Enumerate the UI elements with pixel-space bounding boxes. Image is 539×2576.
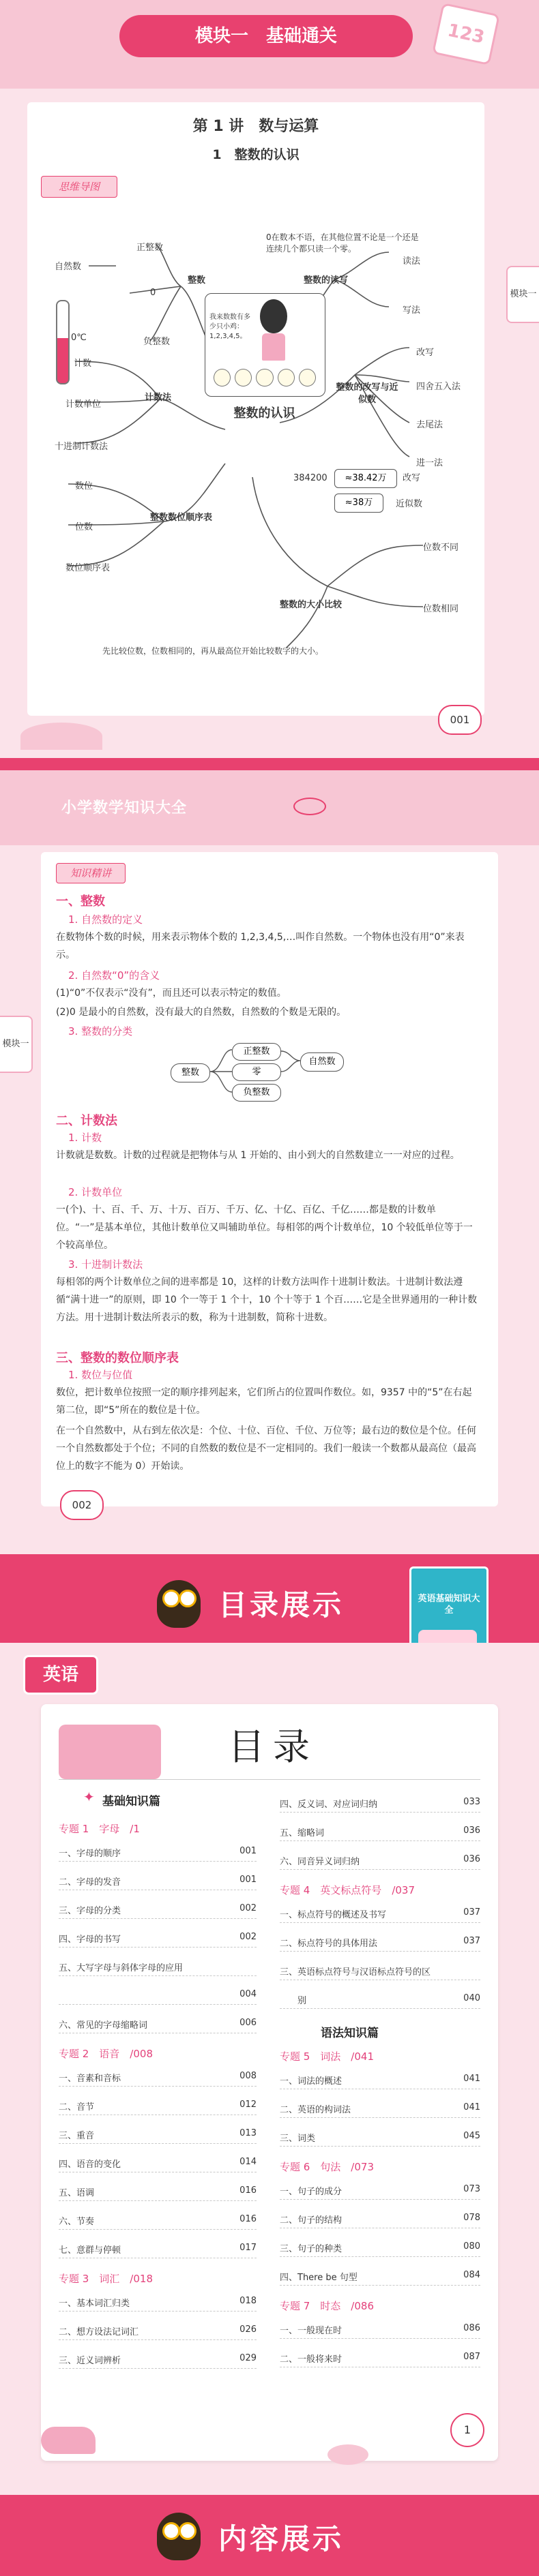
sec3-1-text-2: 在一个自然数中，从右到左依次是：个位、十位、百位、千位、万位等；最右边的数位是个位。任何一个自然数都处于个位；不同的自然数的数位是不一定相同的。我们一般读一个数都从最高位（最高位上的数字不能为 0）开始读。 bbox=[56, 1425, 476, 1472]
toc-topic: 专题 6 句法 /073 bbox=[280, 2161, 374, 2173]
toc-entry-title: 六、同音异义词归纳 bbox=[280, 1857, 360, 1867]
toc-entry-title: 三、重音 bbox=[59, 2131, 95, 2141]
knowledge-label: 知识精讲 bbox=[56, 863, 126, 883]
toc-entry-title: 一、字母的顺序 bbox=[59, 1849, 121, 1859]
toc-entry-title: 三、近义词辨析 bbox=[59, 2356, 121, 2366]
toc-entry-title: 二、音节 bbox=[59, 2102, 95, 2112]
toc-entry-title: 三、英语标点符号与汉语标点符号的区 bbox=[280, 1967, 431, 1978]
toc-entry-page: 016 bbox=[239, 2185, 257, 2196]
module-title: 模块一 基础通关 bbox=[194, 26, 337, 46]
toc-entry-title: 四、There be 句型 bbox=[280, 2273, 358, 2283]
top-note: 0在数本不语，在其他位置不论是一个还是连续几个都只读一个零。 bbox=[266, 232, 419, 254]
mm-example-b: ≈38万 bbox=[334, 494, 383, 513]
toc-entry-title: 二、句子的结构 bbox=[280, 2215, 343, 2226]
page2-side-tab-label: 模块一 bbox=[2, 1039, 29, 1049]
toc-entry-title: 一、标点符号的概述及书写 bbox=[280, 1910, 387, 1920]
toc-entry-title: 六、常见的字母缩略词 bbox=[59, 2020, 148, 2031]
cls-neg: 负整数 bbox=[232, 1084, 281, 1102]
toc-entry[interactable] bbox=[280, 2237, 480, 2257]
mm-ceil: 进一法 bbox=[416, 458, 443, 468]
toc-entry-title: 二、字母的发音 bbox=[59, 1877, 121, 1888]
page2-number: 002 bbox=[60, 1490, 104, 1520]
sec1-title: 一、整数 bbox=[56, 894, 105, 909]
part1-title: 基础知识篇 bbox=[102, 1795, 160, 1808]
center-title: 整数的认识 bbox=[233, 406, 295, 421]
mm-decimal: 十进制计数法 bbox=[55, 442, 108, 452]
toc-entry-page: 037 bbox=[463, 1907, 480, 1918]
toc-entry[interactable] bbox=[280, 1903, 480, 1923]
toc-entry[interactable] bbox=[280, 2319, 480, 2339]
cls-nat: 自然数 bbox=[300, 1052, 344, 1072]
page2-brand: 小学数学知识大全 bbox=[61, 800, 188, 817]
page1-number: 001 bbox=[438, 705, 482, 735]
toc-entry-page: 084 bbox=[463, 2270, 480, 2280]
thermometer-icon bbox=[56, 300, 70, 384]
toc-entry-page: 016 bbox=[239, 2214, 257, 2224]
cls-zero: 零 bbox=[232, 1063, 281, 1081]
toc-entry-title: 一、音素和音标 bbox=[59, 2074, 121, 2084]
sec2-2-title: 2. 计数单位 bbox=[68, 1186, 123, 1198]
sec2-3-text: 每相邻的两个计数单位之间的进率都是 10，这样的计数方法叫作十进制计数法。十进制计数法遵循“满十进一”的原则，即 10 个一等于 1 个十，10 个十等于 1 个百……它是全世界通用的一种计数方法。用十进制计数法所表示的数，称为十进制数，简称十进数。 bbox=[56, 1277, 478, 1323]
toc-entry[interactable] bbox=[280, 1960, 480, 1980]
toc-entry-page: 041 bbox=[463, 2102, 480, 2112]
toc-entry[interactable] bbox=[59, 2095, 257, 2115]
toc-topic: 专题 2 语音 /008 bbox=[59, 2048, 153, 2060]
toc-entry[interactable] bbox=[280, 2098, 480, 2118]
toc-entry-page: 073 bbox=[463, 2184, 480, 2194]
toc-heading: 目录 bbox=[228, 1725, 318, 1768]
toc-entry[interactable] bbox=[59, 2181, 257, 2201]
toc-entry[interactable] bbox=[59, 1870, 257, 1890]
toc-entry-title: 二、一般将来时 bbox=[280, 2354, 343, 2365]
sec2-1-text: 计数就是数数。计数的过程就是把物体与从 1 开始的、由小到大的自然数建立一一对应的过程。 bbox=[56, 1150, 460, 1161]
toc-entry[interactable] bbox=[59, 1928, 257, 1948]
mm-rewrite: 整数的改写与近似数 bbox=[336, 382, 398, 405]
module-title-banner bbox=[119, 15, 413, 57]
center-illustration bbox=[205, 293, 325, 397]
toc-entry-page: 040 bbox=[463, 1993, 480, 2003]
toc-entry-title: 三、词类 bbox=[280, 2134, 316, 2144]
toc-entry-title: 别 bbox=[280, 1996, 307, 2006]
mm-read: 读法 bbox=[403, 256, 421, 267]
mm-natural: 自然数 bbox=[55, 262, 82, 272]
toc-entry-title: 一、句子的成分 bbox=[280, 2187, 343, 2197]
catalog-banner bbox=[0, 1561, 539, 1643]
sec1-2-title: 2. 自然数“0”的含义 bbox=[68, 969, 160, 982]
toc-entry-title: 一、基本词汇归类 bbox=[59, 2299, 130, 2309]
toc-entry-page: 033 bbox=[463, 1797, 480, 1807]
toc-divider bbox=[59, 1779, 480, 1780]
toc-entry[interactable] bbox=[59, 2320, 257, 2340]
toc-entry[interactable] bbox=[280, 2070, 480, 2089]
toc-entry[interactable] bbox=[59, 1985, 257, 2005]
toc-entry[interactable] bbox=[59, 2124, 257, 2144]
mm-integer: 整数 bbox=[188, 275, 206, 286]
content-banner-title: 内容展示 bbox=[218, 2522, 345, 2556]
mm-digit: 数位 bbox=[75, 481, 93, 491]
mm-zero: 0 bbox=[150, 288, 156, 298]
toc-entry-title: 四、反义词、对应词归纳 bbox=[280, 1800, 378, 1810]
toc-entry-title: 五、语调 bbox=[59, 2188, 95, 2198]
mm-positive: 正整数 bbox=[136, 243, 164, 253]
mm-example-approx: 近似数 bbox=[396, 499, 423, 509]
number-card-decoration: 123 bbox=[432, 3, 500, 65]
subject-tag: 英语 bbox=[23, 1655, 98, 1695]
toc-entry[interactable] bbox=[59, 2210, 257, 2230]
cls-int: 整数 bbox=[171, 1063, 210, 1082]
sec3-1-title: 1. 数位与位值 bbox=[68, 1369, 133, 1381]
toc-entry-page: 078 bbox=[463, 2213, 480, 2223]
mm-negative: 负整数 bbox=[143, 337, 171, 347]
girl-illustration bbox=[260, 299, 287, 333]
mm-round: 四舍五入法 bbox=[416, 382, 461, 392]
toc-entry-title: 六、节奏 bbox=[59, 2217, 95, 2227]
sec3-title: 三、整数的数位顺序表 bbox=[56, 1351, 179, 1365]
toc-topic: 专题 4 英文标点符号 /037 bbox=[280, 1884, 415, 1896]
toc-entry[interactable] bbox=[59, 1899, 257, 1919]
center-note: 我来数数有多少只小鸡：1,2,3,4,5。 bbox=[209, 314, 250, 340]
toc-entry[interactable] bbox=[59, 2014, 257, 2033]
content-banner bbox=[0, 2495, 539, 2576]
toc-page bbox=[0, 1643, 539, 2495]
owl-icon bbox=[157, 1580, 201, 1628]
coral-decoration bbox=[20, 723, 102, 750]
toc-entry[interactable] bbox=[59, 1842, 257, 1862]
toc-entry-page: 017 bbox=[239, 2243, 257, 2253]
fish-icon bbox=[293, 798, 326, 815]
toc-entry-page: 008 bbox=[239, 2071, 257, 2081]
mm-table: 数位顺序表 bbox=[65, 563, 111, 573]
toc-entry-title: 五、缩略词 bbox=[280, 1828, 325, 1838]
toc-entry-page: 087 bbox=[463, 2352, 480, 2362]
toc-topic: 专题 1 字母 /1 bbox=[59, 1823, 140, 1835]
toc-entry-title: 二、英语的构词法 bbox=[280, 2105, 351, 2115]
toc-entry-title: 四、字母的书写 bbox=[59, 1935, 121, 1945]
toc-entry-page: 002 bbox=[239, 1903, 257, 1913]
sec2-title: 二、计数法 bbox=[56, 1114, 117, 1128]
mm-example-a: ≈38.42万 bbox=[334, 469, 397, 488]
toc-topic: 专题 7 时态 /086 bbox=[280, 2300, 374, 2312]
toc-entry-title: 一、一般现在时 bbox=[280, 2326, 343, 2336]
toc-entry[interactable] bbox=[59, 2292, 257, 2312]
page1-side-tab: 模块一 bbox=[506, 266, 539, 323]
mm-unit: 计数单位 bbox=[65, 399, 102, 410]
toc-entry-page: 029 bbox=[239, 2353, 257, 2363]
toc-entry-page: 036 bbox=[463, 1854, 480, 1864]
mm-tail: 去尾法 bbox=[416, 420, 443, 430]
cls-pos: 正整数 bbox=[232, 1043, 281, 1061]
page2-side-tab bbox=[0, 1016, 33, 1073]
toc-entry-title: 三、句子的种类 bbox=[280, 2244, 343, 2254]
toc-entry-page: 018 bbox=[239, 2296, 257, 2306]
toc-entry-title: 二、想方设法记词汇 bbox=[59, 2327, 139, 2337]
toc-entry-page: 004 bbox=[239, 1989, 257, 1999]
mm-diff-digit: 位数不同 bbox=[423, 543, 459, 553]
toc-entry-page: 041 bbox=[463, 2074, 480, 2084]
sec1-1-text: 在数物体个数的时候，用来表示物体个数的 1,2,3,4,5,…叫作自然数。一个物体也没有用“0”来表示。 bbox=[56, 932, 465, 960]
sec2-3-title: 3. 十进制计数法 bbox=[68, 1258, 143, 1271]
toc-entry[interactable] bbox=[280, 2180, 480, 2200]
cls-brackets bbox=[205, 1042, 307, 1103]
toc-page-number: 1 bbox=[450, 2413, 484, 2447]
toc-entry[interactable] bbox=[280, 1821, 480, 1841]
toc-entry[interactable] bbox=[280, 2209, 480, 2228]
mm-same-digit: 位数相同 bbox=[423, 604, 459, 614]
toc-entry[interactable] bbox=[59, 2349, 257, 2369]
mm-temp: 0℃ bbox=[71, 333, 87, 343]
sec1-1-title: 1. 自然数的定义 bbox=[68, 913, 143, 926]
girl-dress bbox=[262, 333, 285, 361]
toc-entry-page: 002 bbox=[239, 1932, 257, 1942]
toc-entry-page: 045 bbox=[463, 2131, 480, 2141]
toc-entry[interactable] bbox=[59, 2153, 257, 2172]
toc-entry[interactable] bbox=[280, 1989, 480, 2009]
sec2-2-text: 一(个)、十、百、千、万、十万、百万、千万、亿、十亿、百亿、千亿……都是数的计数单位。“一”是基本单位，其他计数单位又叫辅助单位。每相邻的两个计数单位，10 个较低单位等于一个较高单位。 bbox=[56, 1204, 473, 1251]
toc-entry[interactable] bbox=[280, 1793, 480, 1813]
toc-pencil-decoration bbox=[59, 1725, 161, 1779]
mm-change: 改写 bbox=[416, 348, 435, 358]
toc-entry-title: 二、标点符号的具体用法 bbox=[280, 1939, 378, 1949]
toc-entry-page: 013 bbox=[239, 2128, 257, 2138]
toc-entry[interactable] bbox=[59, 2067, 257, 2087]
sec1-3-title: 3. 整数的分类 bbox=[68, 1025, 133, 1037]
toc-entry[interactable] bbox=[59, 1956, 257, 1976]
mm-example-num: 384200 bbox=[293, 473, 327, 483]
part1-star-icon: ✦ bbox=[83, 1789, 95, 1805]
toc-part-title: 语法知识篇 bbox=[321, 2027, 379, 2040]
toc-entry[interactable] bbox=[280, 1850, 480, 1870]
mm-count: 计数 bbox=[74, 359, 92, 369]
mm-order: 整数数位顺序表 bbox=[150, 513, 213, 523]
sec1-2-text-1: (1)“0”不仅表示“没有”，而且还可以表示特定的数值。 bbox=[56, 988, 287, 999]
lecture-title: 第 1 讲 数与运算 bbox=[192, 118, 319, 135]
book-cover-title: 英语基础知识大全 bbox=[418, 1594, 480, 1616]
toc-entry-title: 五、大写字母与斜体字母的应用 bbox=[59, 1963, 184, 1973]
toc-entry-title: 一、词法的概述 bbox=[280, 2076, 343, 2087]
whale-decoration bbox=[41, 2427, 96, 2454]
mm-write: 写法 bbox=[403, 305, 421, 316]
mm-place: 位数 bbox=[75, 522, 93, 532]
mm-compare: 整数的大小比较 bbox=[280, 600, 343, 610]
toc-entry-page: 036 bbox=[463, 1825, 480, 1836]
book-page-1 bbox=[0, 0, 539, 758]
toc-entry[interactable] bbox=[280, 2348, 480, 2367]
chicks-row bbox=[214, 369, 316, 387]
toc-entry-page: 086 bbox=[463, 2323, 480, 2333]
toc-entry[interactable] bbox=[59, 2239, 257, 2258]
mm-read-write: 整数的读写 bbox=[304, 275, 349, 286]
toc-entry-page: 080 bbox=[463, 2241, 480, 2252]
toc-entry-page: 001 bbox=[239, 1846, 257, 1856]
toc-topic: 专题 3 词汇 /018 bbox=[59, 2273, 153, 2285]
toc-entry[interactable] bbox=[280, 1932, 480, 1952]
toc-entry-title: 三、字母的分类 bbox=[59, 1906, 121, 1916]
fish-decoration bbox=[327, 2444, 368, 2465]
toc-topic: 专题 5 词法 /041 bbox=[280, 2050, 374, 2063]
toc-entry-page: 037 bbox=[463, 1936, 480, 1946]
toc-entry[interactable] bbox=[280, 2266, 480, 2286]
toc-entry-page: 001 bbox=[239, 1875, 257, 1885]
owl-icon-2 bbox=[157, 2513, 201, 2560]
mm-bottom-note: 先比较位数，位数相同的，再从最高位开始比较数字的大小。 bbox=[102, 646, 324, 656]
mindmap-label: 思维导图 bbox=[41, 176, 117, 198]
toc-entry-title: 七、意群与停顿 bbox=[59, 2245, 121, 2256]
toc-entry-page: 006 bbox=[239, 2018, 257, 2028]
toc-entry-page: 026 bbox=[239, 2324, 257, 2335]
section-title: 1 整数的认识 bbox=[212, 147, 300, 162]
toc-entry[interactable] bbox=[280, 2127, 480, 2147]
catalog-banner-title: 目录展示 bbox=[218, 1588, 345, 1622]
sec1-2-text-2: (2)0 是最小的自然数，没有最大的自然数，自然数的个数是无限的。 bbox=[56, 1007, 347, 1018]
sec2-1-title: 1. 计数 bbox=[68, 1132, 102, 1144]
toc-entry-page: 012 bbox=[239, 2100, 257, 2110]
toc-entry-page: 014 bbox=[239, 2157, 257, 2167]
sec3-1-text-1: 数位，把计数单位按照一定的顺序排列起来，它们所占的位置叫作数位。如，9357 中的“5”在右起第二位，即“5”所在的数位是十位。 bbox=[56, 1387, 472, 1416]
mm-counting: 计数法 bbox=[145, 393, 172, 403]
mm-example-change: 改写 bbox=[403, 473, 421, 483]
book-page-2 bbox=[0, 770, 539, 1554]
toc-entry-title: 四、语音的变化 bbox=[59, 2160, 121, 2170]
